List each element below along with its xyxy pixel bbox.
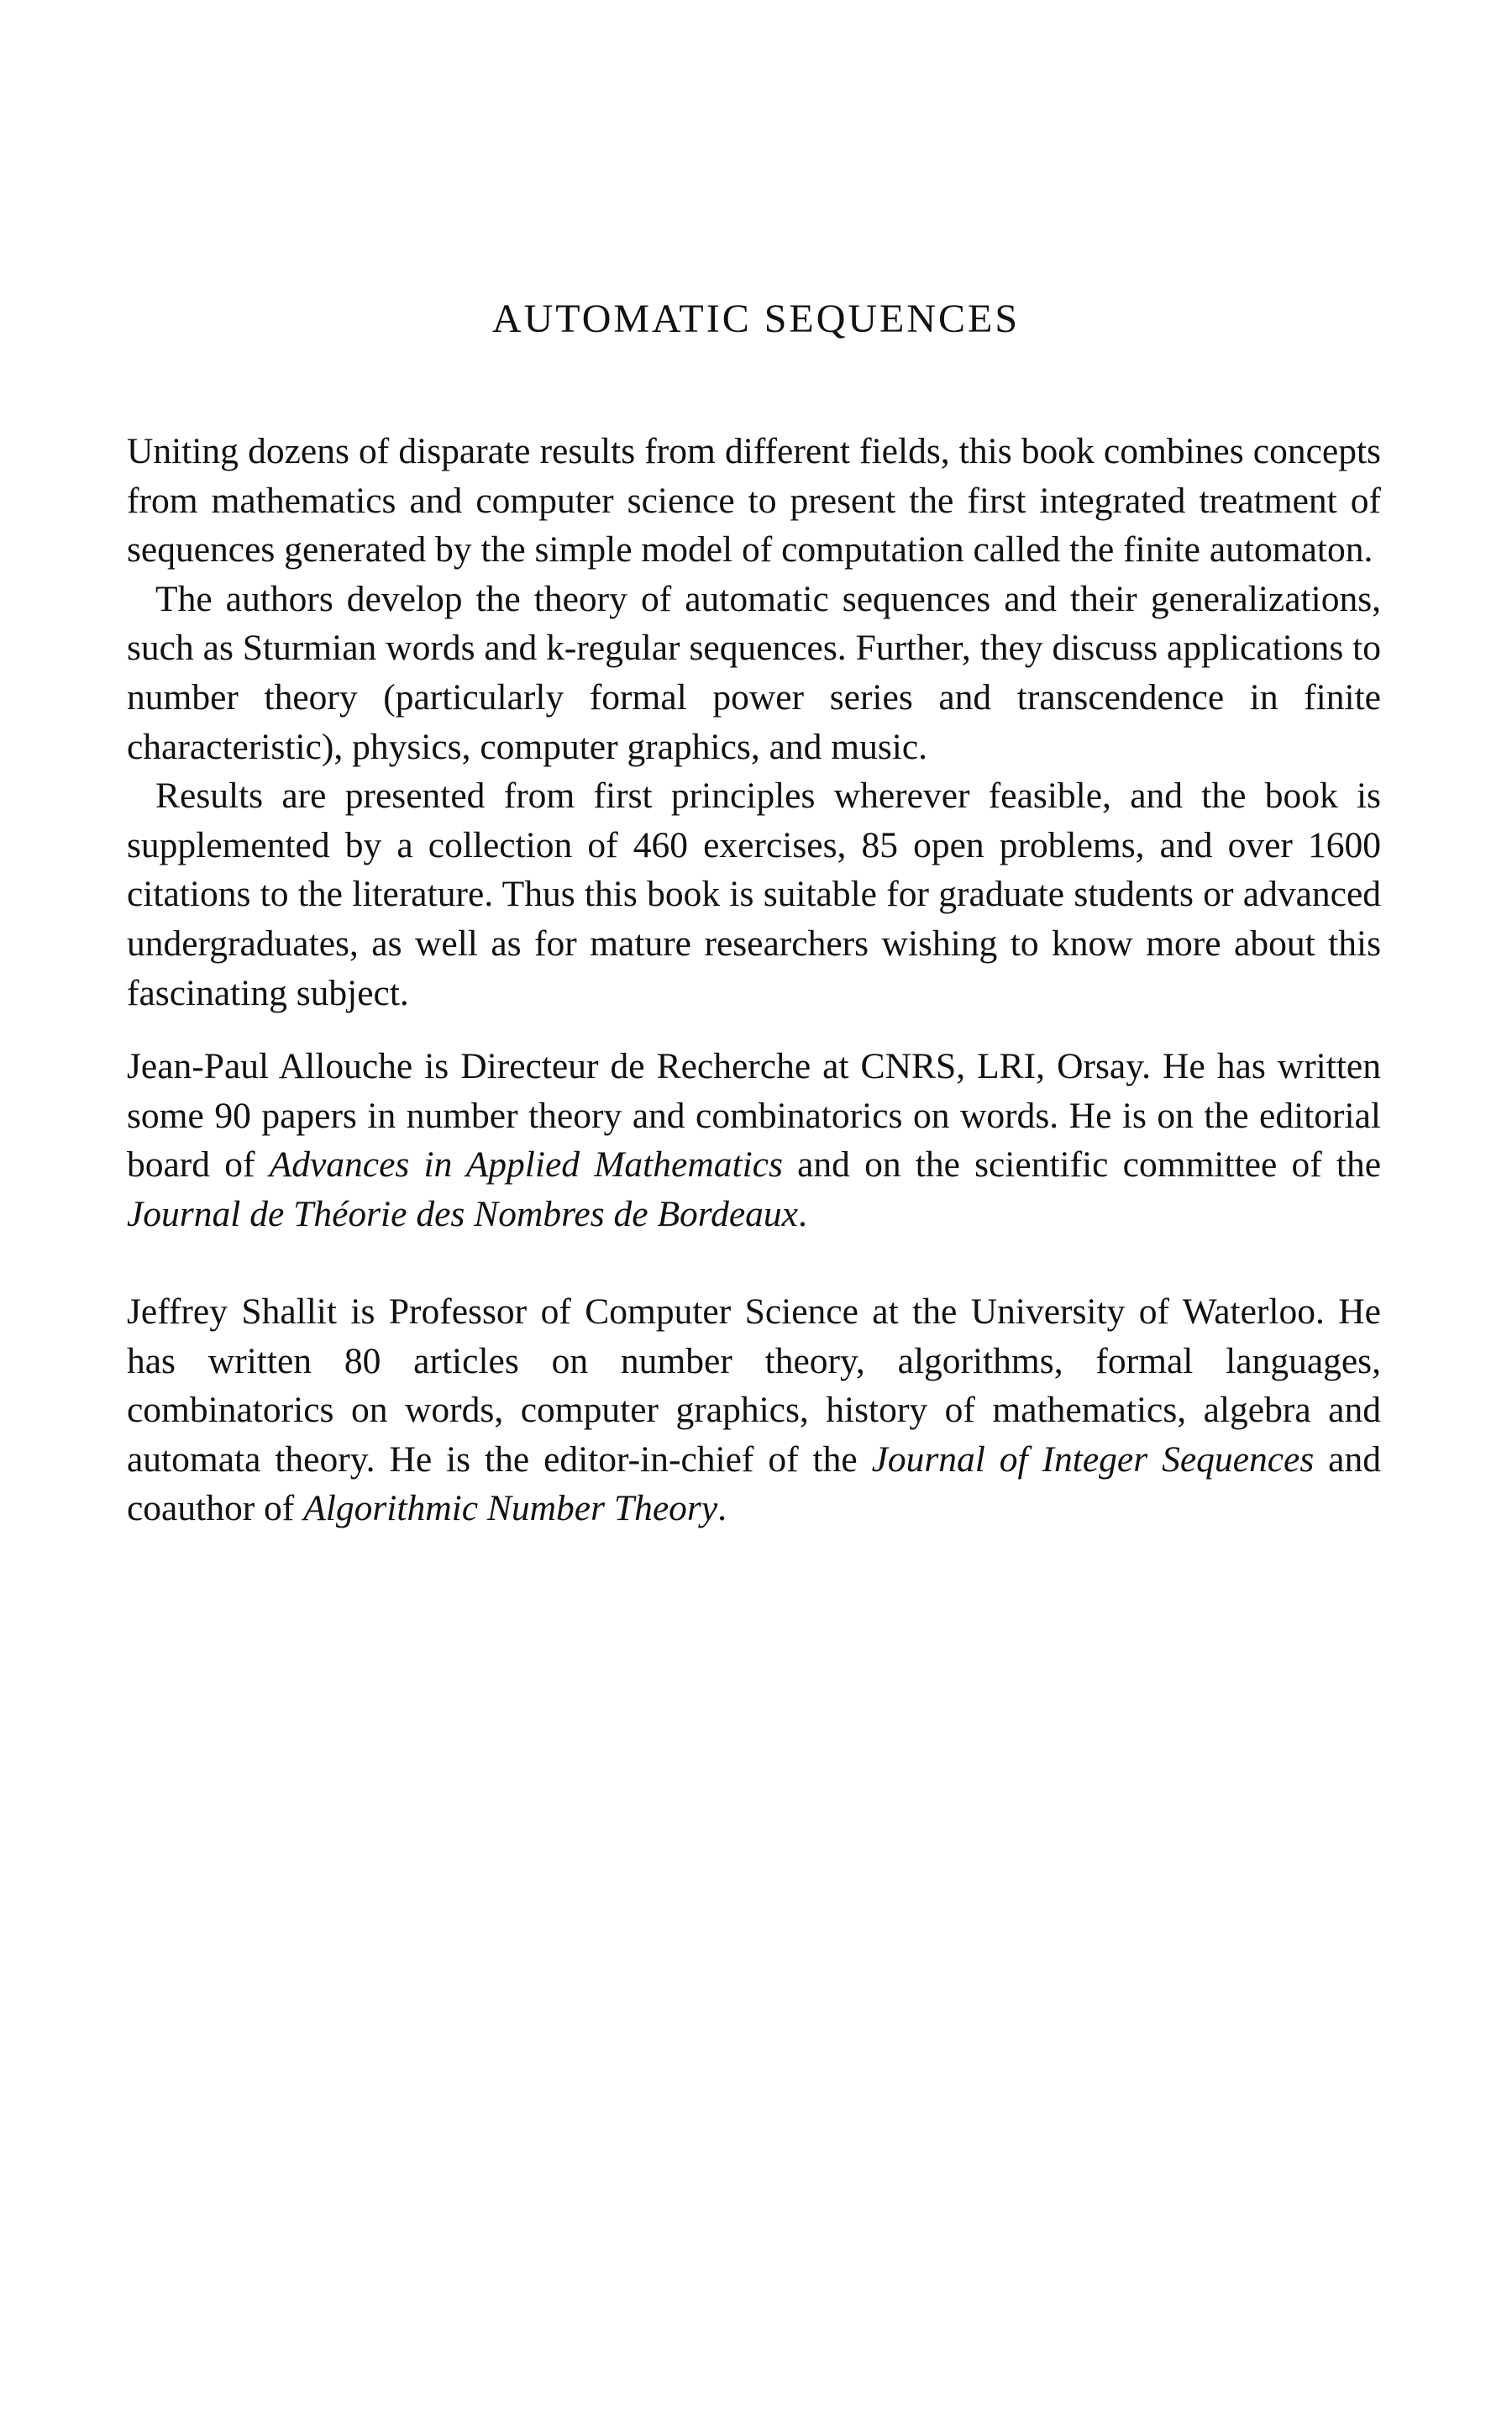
author-bio-allouche xyxy=(127,1042,1381,1238)
description-paragraph: The authors develop the theory of automatic sequences and their generalizations, such as Sturmian words and k-regular sequences. Further, they discuss applications to number theory (particularly formal power series and transcendence in finite characteristic), physics, computer graphics, and music. xyxy=(127,578,1381,767)
page-title: AUTOMATIC SEQUENCES xyxy=(491,297,1021,341)
journal-title: Journal of Integer Sequences xyxy=(871,1438,1315,1480)
author-bio-shallit xyxy=(127,1287,1381,1533)
bio-text: and on the scientific committee of the xyxy=(782,1144,1382,1186)
description-paragraph: Results are presented from first principles wherever feasible, and the book is supplemented by a collection of 460 exercises, 85 open problems, and over 1600 citations to the literature. Thus this book is suitable for graduate students or advanced undergraduates, as well as for mature researchers wishing to know more about this fascinating subject. xyxy=(127,776,1381,1013)
bio-text: Jean-Paul Allouche is Directeur de Recherche at CNRS, LRI, Orsay. He has written some 90 papers in number theory and combinatorics on words. He is on the editorial board of xyxy=(127,1046,1381,1186)
journal-title: Journal de Théorie des Nombres de Bordeaux xyxy=(127,1193,798,1234)
bio-text: and coauthor of xyxy=(127,1438,1381,1529)
book-title: Algorithmic Number Theory xyxy=(303,1488,718,1529)
bio-text: Jeffrey Shallit is Professor of Computer Science at the University of Waterloo. He has written 80 articles on number theory, algorithms, formal languages, combinatorics on words, computer graphics, history of mathematics, algebra and automata theory. He is the editor-in-chief of the xyxy=(127,1291,1381,1480)
description-paragraph: Uniting dozens of disparate results from different fields, this book combines concepts from mathematics and computer science to present the first integrated treatment of sequences generated by the simple model of computation called the finite automaton. xyxy=(127,431,1381,571)
book-description xyxy=(127,427,1381,1018)
journal-title: Advances in Applied Mathematics xyxy=(269,1144,783,1186)
bio-text: . xyxy=(717,1488,727,1529)
bio-paragraph xyxy=(127,1042,1381,1238)
bio-paragraph xyxy=(127,1287,1381,1533)
bio-text: . xyxy=(797,1193,807,1234)
